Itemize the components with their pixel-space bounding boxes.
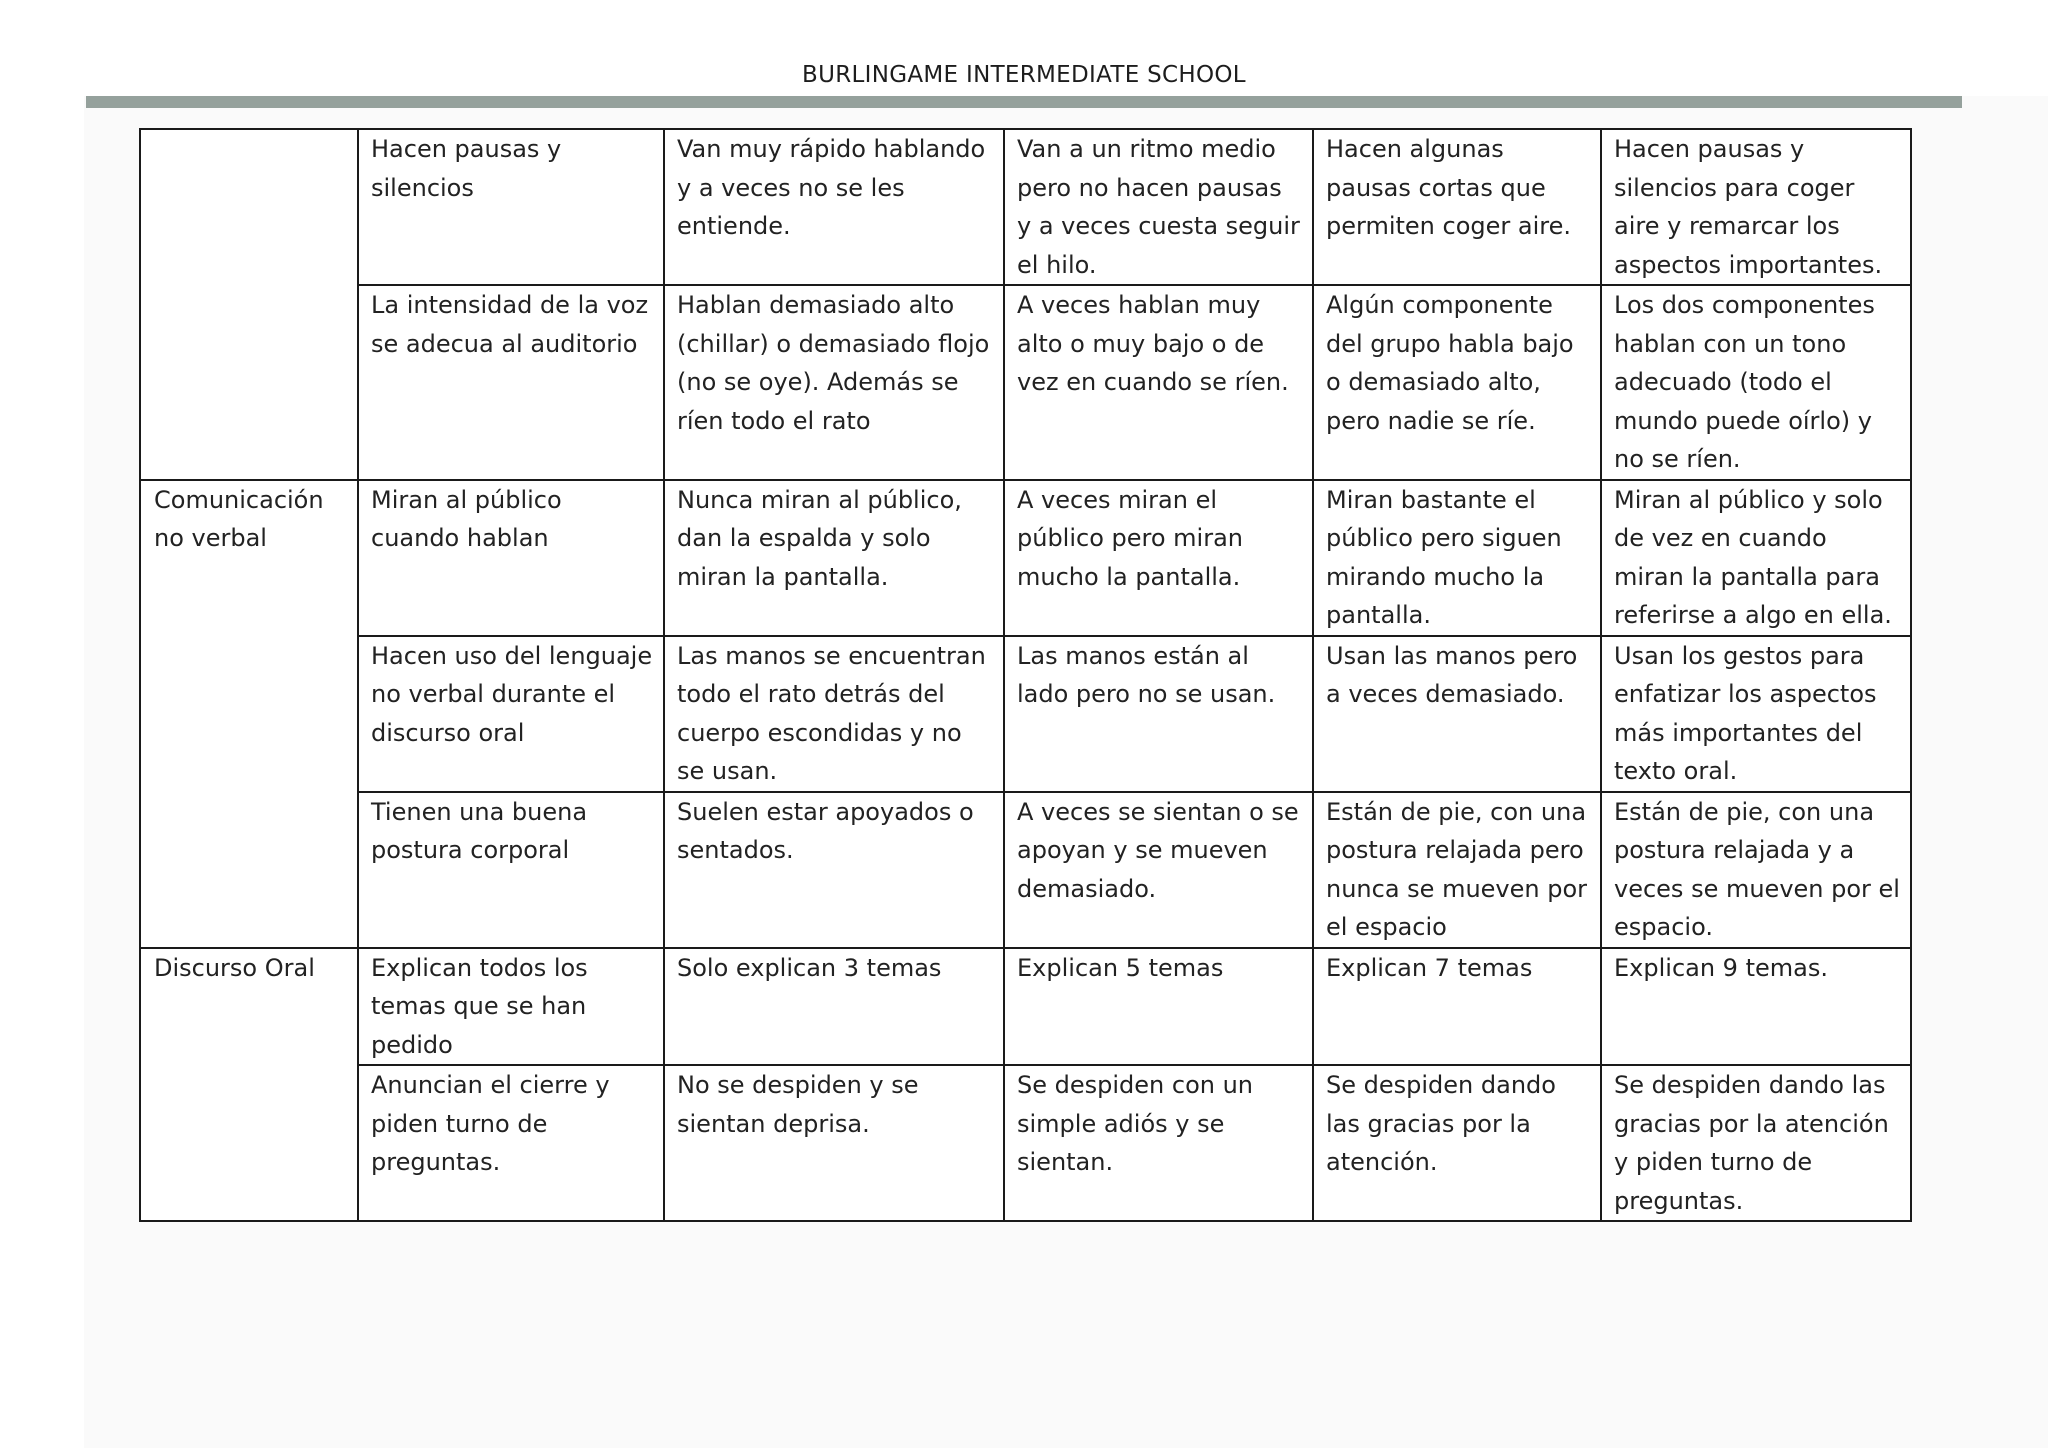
level-1-cell: Solo explican 3 temas	[664, 948, 1004, 1066]
criterion-cell: Explican todos los temas que se han pedido	[358, 948, 664, 1066]
level-4-cell: Miran al público y solo de vez en cuando miran la pantalla para referirse a algo en ella.	[1601, 480, 1911, 636]
level-2-cell: A veces hablan muy alto o muy bajo o de vez en cuando se ríen.	[1004, 285, 1313, 480]
criterion-cell: La intensidad de la voz se adecua al auditorio	[358, 285, 664, 480]
rubric-row	[140, 792, 1911, 948]
level-1-cell: Van muy rápido hablando y a veces no se les entiende.	[664, 129, 1004, 285]
level-3-cell: Explican 7 temas	[1313, 948, 1601, 1066]
level-4-cell: Se despiden dando las gracias por la atención y piden turno de preguntas.	[1601, 1065, 1911, 1221]
level-3-cell: Hacen algunas pausas cortas que permiten coger aire.	[1313, 129, 1601, 285]
header-rule	[86, 96, 1962, 108]
rubric-row	[140, 948, 1911, 1066]
level-2-cell: A veces miran el público pero miran mucho la pantalla.	[1004, 480, 1313, 636]
rubric-row	[140, 1065, 1911, 1221]
criterion-cell: Miran al público cuando hablan	[358, 480, 664, 636]
rubric-row	[140, 129, 1911, 285]
group-cell	[140, 129, 358, 480]
criterion-cell: Tienen una buena postura corporal	[358, 792, 664, 948]
level-4-cell: Hacen pausas y silencios para coger aire y remarcar los aspectos importantes.	[1601, 129, 1911, 285]
level-1-cell: Las manos se encuentran todo el rato detrás del cuerpo escondidas y no se usan.	[664, 636, 1004, 792]
page-margin	[0, 0, 84, 1448]
level-4-cell: Explican 9 temas.	[1601, 948, 1911, 1066]
level-4-cell: Usan los gestos para enfatizar los aspectos más importantes del texto oral.	[1601, 636, 1911, 792]
level-2-cell: Van a un ritmo medio pero no hacen pausas y a veces cuesta seguir el hilo.	[1004, 129, 1313, 285]
criterion-cell: Hacen uso del lenguaje no verbal durante el discurso oral	[358, 636, 664, 792]
page-header-title: BURLINGAME INTERMEDIATE SCHOOL	[802, 62, 1246, 88]
level-2-cell: Explican 5 temas	[1004, 948, 1313, 1066]
level-4-cell: Están de pie, con una postura relajada y a veces se mueven por el espacio.	[1601, 792, 1911, 948]
level-3-cell: Miran bastante el público pero siguen mirando mucho la pantalla.	[1313, 480, 1601, 636]
level-2-cell: Se despiden con un simple adiós y se sientan.	[1004, 1065, 1313, 1221]
level-4-cell: Los dos componentes hablan con un tono adecuado (todo el mundo puede oírlo) y no se ríen.	[1601, 285, 1911, 480]
rubric-table	[139, 128, 1912, 1222]
group-cell: Discurso Oral	[140, 948, 358, 1222]
criterion-cell: Anuncian el cierre y piden turno de preguntas.	[358, 1065, 664, 1221]
level-2-cell: Las manos están al lado pero no se usan.	[1004, 636, 1313, 792]
rubric-row	[140, 285, 1911, 480]
rubric-row	[140, 636, 1911, 792]
level-1-cell: Suelen estar apoyados o sentados.	[664, 792, 1004, 948]
level-1-cell: Nunca miran al público, dan la espalda y solo miran la pantalla.	[664, 480, 1004, 636]
level-1-cell: Hablan demasiado alto (chillar) o demasiado flojo (no se oye). Además se ríen todo el rato	[664, 285, 1004, 480]
level-3-cell: Algún componente del grupo habla bajo o demasiado alto, pero nadie se ríe.	[1313, 285, 1601, 480]
level-1-cell: No se despiden y se sientan deprisa.	[664, 1065, 1004, 1221]
group-cell: Comunicación no verbal	[140, 480, 358, 948]
level-2-cell: A veces se sientan o se apoyan y se mueven demasiado.	[1004, 792, 1313, 948]
rubric-row	[140, 480, 1911, 636]
level-3-cell: Están de pie, con una postura relajada pero nunca se mueven por el espacio	[1313, 792, 1601, 948]
level-3-cell: Se despiden dando las gracias por la atención.	[1313, 1065, 1601, 1221]
criterion-cell: Hacen pausas y silencios	[358, 129, 664, 285]
level-3-cell: Usan las manos pero a veces demasiado.	[1313, 636, 1601, 792]
